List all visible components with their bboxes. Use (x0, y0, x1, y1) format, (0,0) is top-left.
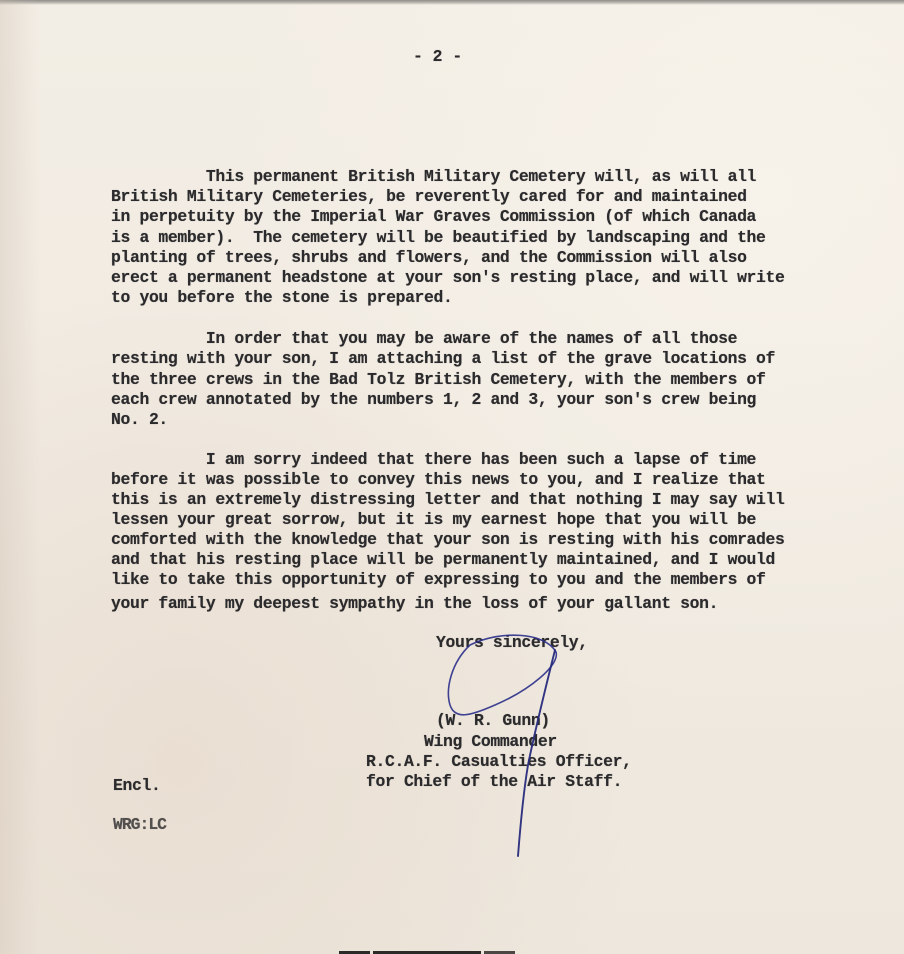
text-line: erect a permanent headstone at your son's resting place, and will write (111, 268, 785, 287)
text-line: This permanent British Military Cemetery will, as will all (111, 167, 757, 186)
text-line: I am sorry indeed that there has been such a lapse of time (111, 450, 757, 469)
closing-salutation: Yours sincerely, (436, 633, 588, 652)
text-line: planting of trees, shrubs and flowers, and the Commission will also (111, 248, 747, 267)
text-line: is a member). The cemetery will be beautified by landscaping and the (111, 228, 766, 247)
paper-shading (0, 0, 40, 954)
text-line: resting with your son, I am attaching a list of the grave locations of (111, 349, 776, 368)
signatory-title: R.C.A.F. Casualties Officer, (366, 752, 632, 771)
scan-top-edge (0, 0, 904, 5)
text-line: to you before the stone is prepared. (111, 288, 453, 307)
text-line: In order that you may be aware of the names of all those (111, 329, 738, 348)
text-line: and that his resting place will be permanently maintained, and I would (111, 550, 776, 569)
text-line: each crew annotated by the numbers 1, 2 and 3, your son's crew being (111, 390, 757, 409)
reference-initials: WRG:LC (113, 815, 167, 834)
page-number: - 2 - (413, 47, 463, 66)
text-line: No. 2. (111, 410, 168, 429)
signatory-on-behalf: for Chief of the Air Staff. (366, 772, 623, 791)
enclosure-note: Encl. (113, 776, 161, 795)
signatory-name: (W. R. Gunn) (436, 711, 550, 730)
text-line: before it was possible to convey this news to you, and I realize that (111, 470, 766, 489)
text-line: lessen your great sorrow, but it is my earnest hope that you will be (111, 510, 757, 529)
text-line: this is an extremely distressing letter and that nothing I may say will (111, 490, 785, 509)
text-line: your family my deepest sympathy in the loss of your gallant son. (111, 594, 719, 613)
text-line: in perpetuity by the Imperial War Graves Commission (of which Canada (111, 207, 757, 226)
text-line: comforted with the knowledge that your son is resting with his comrades (111, 530, 785, 549)
text-line: the three crews in the Bad Tolz British Cemetery, with the members of (111, 370, 766, 389)
text-line: British Military Cemeteries, be reverently cared for and maintained (111, 187, 747, 206)
signatory-rank: Wing Commander (424, 732, 557, 751)
text-line: like to take this opportunity of expressing to you and the members of (111, 570, 766, 589)
